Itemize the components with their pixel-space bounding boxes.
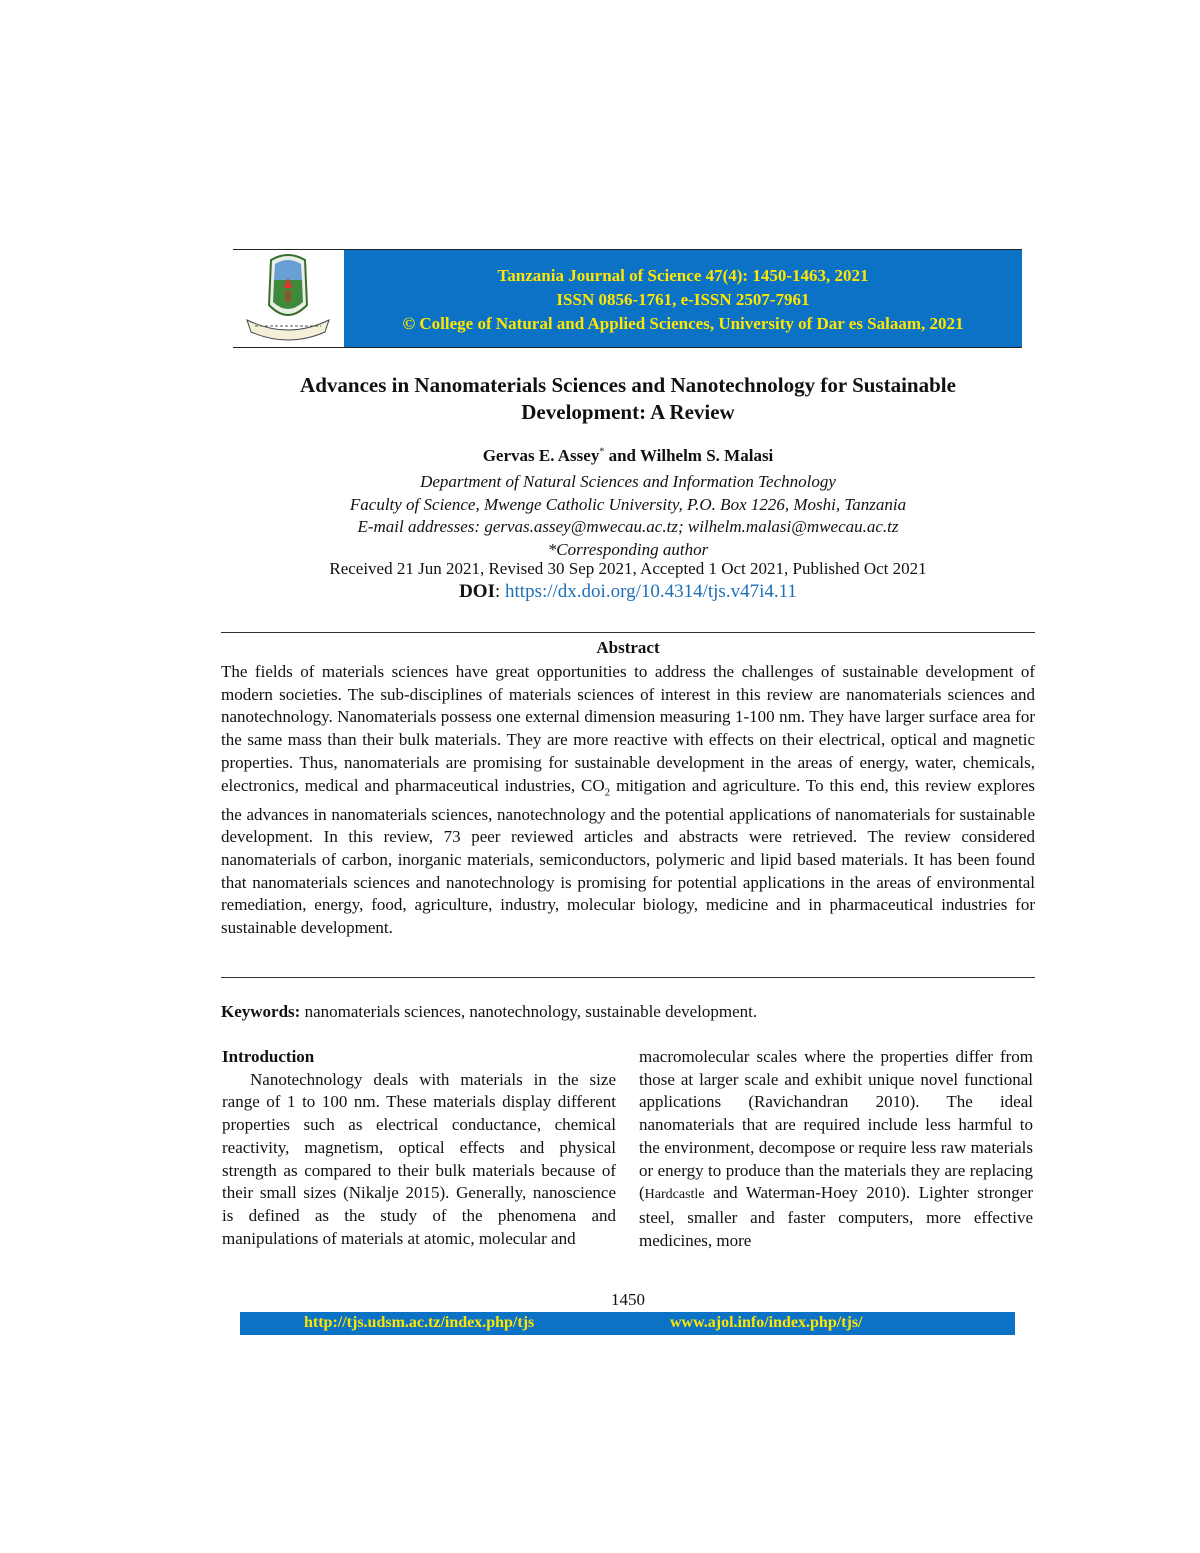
doi-label: DOI bbox=[459, 581, 495, 602]
author-list bbox=[200, 446, 1056, 466]
page-number: 1450 bbox=[611, 1290, 645, 1309]
corresponding-author-note: *Corresponding author bbox=[547, 540, 709, 559]
email-addresses: E-mail addresses: gervas.assey@mwecau.ac.tz; wilhelm.malasi@mwecau.ac.tz bbox=[357, 517, 899, 536]
faculty-address: Faculty of Science, Mwenge Catholic University, P.O. Box 1226, Moshi, Tanzania bbox=[349, 495, 907, 514]
journal-info-panel bbox=[344, 250, 1022, 347]
intro-left-paragraph: Nanotechnology deals with materials in the size range of 1 to 100 nm. These materials display different properties such as electrical conductance, chemical reactivity, magnetism, optical effects and physical strength as compared to their bulk materials because of their small sizes (Nikalje 2015). Generally, nanoscience is defined as the study of the phenomena and manipulations of materials at atomic, molecular and bbox=[222, 1069, 616, 1248]
keywords-text: nanomaterials sciences, nanotechnology, sustainable development. bbox=[300, 1002, 758, 1021]
intro-right-citation-name: Hardcastle bbox=[644, 1187, 705, 1203]
keywords-line bbox=[221, 1002, 1035, 1022]
footer-link-udsm[interactable]: http://tjs.udsm.ac.tz/index.php/tjs bbox=[304, 1314, 535, 1331]
keywords-label: Keywords: bbox=[221, 1002, 301, 1021]
journal-issn: ISSN 0856-1761, e-ISSN 2507-7961 bbox=[556, 290, 810, 309]
journal-copyright: © College of Natural and Applied Sciences, University of Dar es Salaam, 2021 bbox=[402, 314, 964, 333]
abstract-top-rule bbox=[221, 632, 1035, 633]
doi-line bbox=[200, 581, 1056, 603]
journal-banner bbox=[233, 249, 1022, 348]
author-2: and Wilhelm S. Malasi bbox=[604, 446, 774, 465]
abstract-subscript: 2 bbox=[604, 785, 611, 798]
article-title bbox=[200, 372, 1056, 426]
intro-right-part-2: and Waterman-Hoey 2010). Lighter stronger steel, smaller and faster computers, more effective medicines, more bbox=[639, 1183, 1033, 1250]
abstract-heading: Abstract bbox=[596, 638, 660, 657]
journal-citation: Tanzania Journal of Science 47(4): 1450-1463, 2021 bbox=[497, 266, 869, 285]
abstract-bottom-rule bbox=[221, 977, 1035, 978]
intro-left-column bbox=[222, 1046, 616, 1250]
intro-heading: Introduction bbox=[222, 1047, 315, 1066]
article-title-line-1: Advances in Nanomaterials Sciences and Nanotechnology for Sustainable bbox=[300, 373, 956, 397]
article-dates: Received 21 Jun 2021, Revised 30 Sep 2021, Accepted 1 Oct 2021, Published Oct 2021 bbox=[329, 559, 927, 578]
footer-bar bbox=[240, 1312, 1015, 1335]
intro-right-column bbox=[639, 1046, 1033, 1252]
abstract-text-part-2: mitigation and agriculture. To this end, this review explores the advances in nanomaterials sciences, nanotechnology and the potential applications of nanomaterials for sustainable development. In this review, 73 peer reviewed articles and abstracts were retrieved. The review considered nanomaterials of carbon, inorganic materials, semiconductors, polymeric and lipid based materials. It has been found that nanomaterials sciences and nanotechnology is promising for potential applications in the areas of environmental remediation, energy, food, agriculture, industry, molecular biology, medicine and in pharmaceutical industries for sustainable development. bbox=[221, 775, 1035, 938]
doi-link[interactable]: https://dx.doi.org/10.4314/tjs.v47i4.11 bbox=[505, 581, 797, 602]
author-1: Gervas E. Assey bbox=[482, 446, 600, 465]
article-title-line-2: Development: A Review bbox=[521, 400, 735, 424]
intro-right-part-1: macromolecular scales where the properties differ from those at larger scale and exhibit unique novel functional applications (Ravichandran 2010). The ideal nanomaterials that are required include less harmful to the environment, decompose or require less raw materials or energy to produce than the materials they are replacing ( bbox=[639, 1047, 1033, 1203]
department: Department of Natural Sciences and Information Technology bbox=[420, 472, 836, 491]
corresponding-mark: * bbox=[599, 446, 605, 458]
university-crest-logo bbox=[233, 250, 344, 347]
footer-link-ajol[interactable]: www.ajol.info/index.php/tjs/ bbox=[670, 1314, 863, 1331]
abstract-body bbox=[221, 661, 1035, 940]
doi-separator: : bbox=[494, 581, 506, 602]
abstract-text-part-1: The fields of materials sciences have great opportunities to address the challenges of sustainable development of modern societies. The sub-disciplines of materials sciences of interest in this review are nanomaterials sciences and nanotechnology. Nanomaterials possess one external dimension measuring 1-100 nm. They have larger surface area for the same mass than their bulk materials. They are more reactive with effects on their electrical, optical and magnetic properties. Thus, nanomaterials are promising for sustainable development in the areas of energy, water, chemicals, electronics, medical and pharmaceutical industries, CO bbox=[221, 662, 1035, 795]
